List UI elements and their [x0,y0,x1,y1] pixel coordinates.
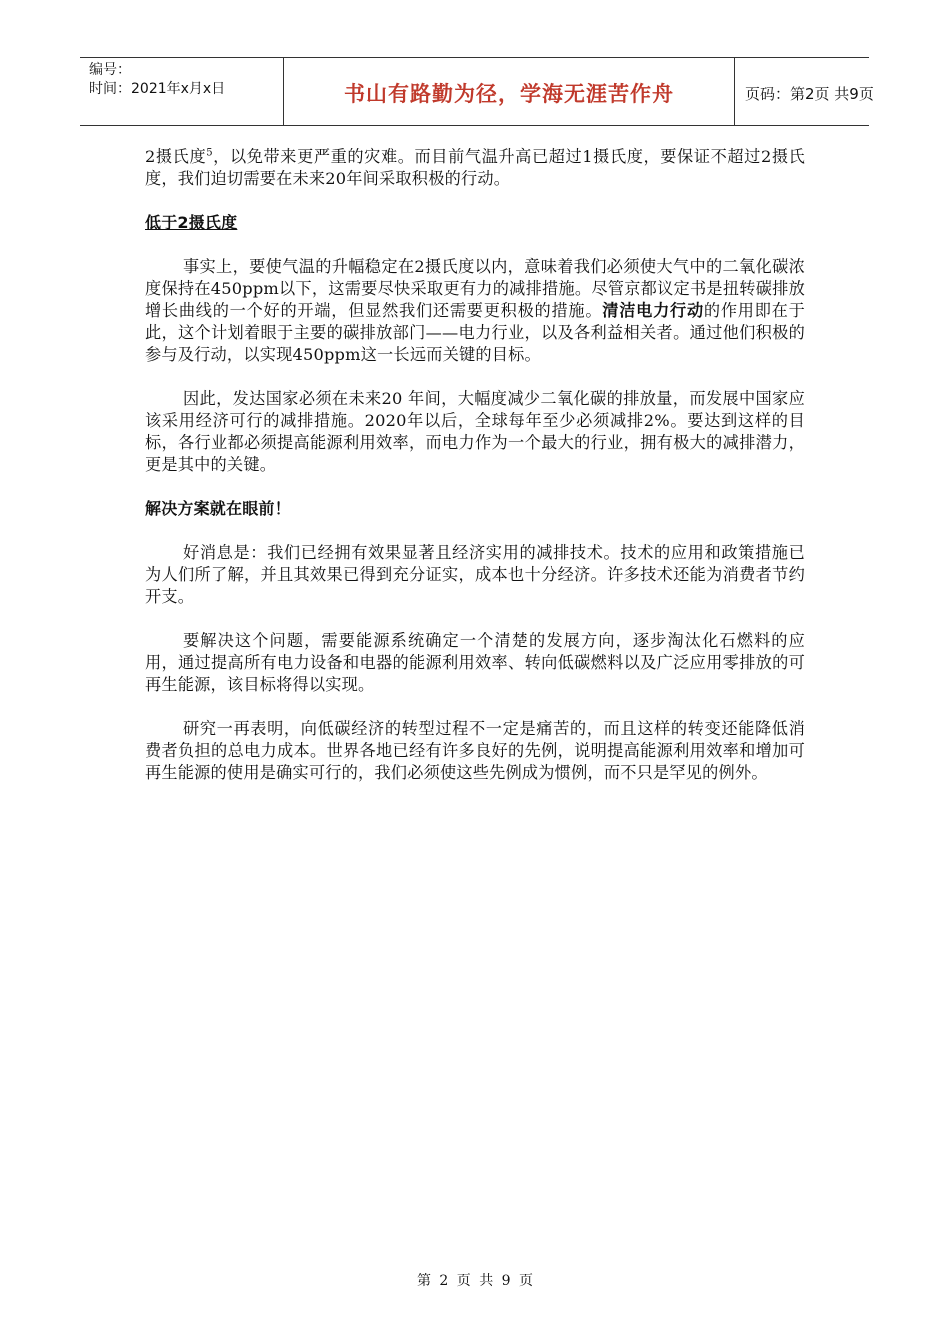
document-date-label: 时间：2021年x月x日 [89,81,226,97]
header-motto-cell [283,58,735,125]
paragraph-5: 研究一再表明，向低碳经济的转型过程不一定是痛苦的，而且这样的转变还能降低消费者负担的总电力成本。世界各地已经有许多良好的先例，说明提高能源利用效率和增加可再生能源的使用是确实可行的，我们必须使这些先例成为惯例，而不只是罕见的例外。 [145,719,805,782]
bold-term: 清洁电力行动 [602,301,704,320]
text-run: 2摄氏度 [145,147,207,166]
document-number-label: 编号： [89,62,131,78]
paragraph-continued [145,146,805,190]
paragraph-3: 好消息是：我们已经拥有效果显著且经济实用的减排技术。技术的应用和政策措施已为人们所了解，并且其效果已得到充分证实，成本也十分经济。许多技术还能为消费者节约开支。 [145,543,805,606]
footnote-ref: 5 [206,147,213,159]
header-motto: 书山有路勤为径，学海无涯苦作舟 [344,82,674,106]
header-page-info: 页码：第2页 共9页 [745,85,874,103]
section-heading-below-2c [145,212,805,234]
text-run: ，以免带来更严重的灾难。而目前气温升高已超过1摄氏度，要保证不超过2摄氏度，我们迫切需要在未来20年间采取积极的行动。 [145,147,806,188]
header-meta [80,58,280,125]
page-footer: 第 2 页 共 9 页 [416,1273,534,1289]
paragraph-2: 因此，发达国家必须在未来20 年间，大幅度减少二氧化碳的排放量，而发展中国家应该采用经济可行的减排措施。2020年以后，全球每年至少必须减排2%。要达到这样的目标，各行业都必须提高能源利用效率，而电力作为一个最大的行业，拥有极大的减排潜力，更是其中的关键。 [145,389,805,474]
page-header [80,57,874,126]
heading-text: 低于2摄氏度 [145,213,238,232]
header-page-cell [735,58,874,125]
document-body [145,146,805,784]
section-heading-solution: 解决方案就在眼前！ [145,499,291,518]
text-run: 的作用即在于此，这个计划着眼于主要的碳排放部门——电力行业，以及各利益相关者。通过他们积极的参与及行动，以实现450ppm这一长远而关键的目标。 [145,301,805,364]
text-run: 事实上，要使气温的升幅稳定在2摄氏度以内，意味着我们必须使大气中的二氧化碳浓度保持在450ppm以下，这需要尽快采取更有力的减排措施。尽管京都议定书是扭转碳排放增长曲线的一个好的开端，但显然我们还需要更积极的措施。 [145,257,805,320]
paragraph-1 [145,256,805,366]
paragraph-4: 要解决这个问题，需要能源系统确定一个清楚的发展方向，逐步淘汰化石燃料的应用，通过提高所有电力设备和电器的能源利用效率、转向低碳燃料以及广泛应用零排放的可再生能源，该目标将得以实现。 [145,631,805,694]
